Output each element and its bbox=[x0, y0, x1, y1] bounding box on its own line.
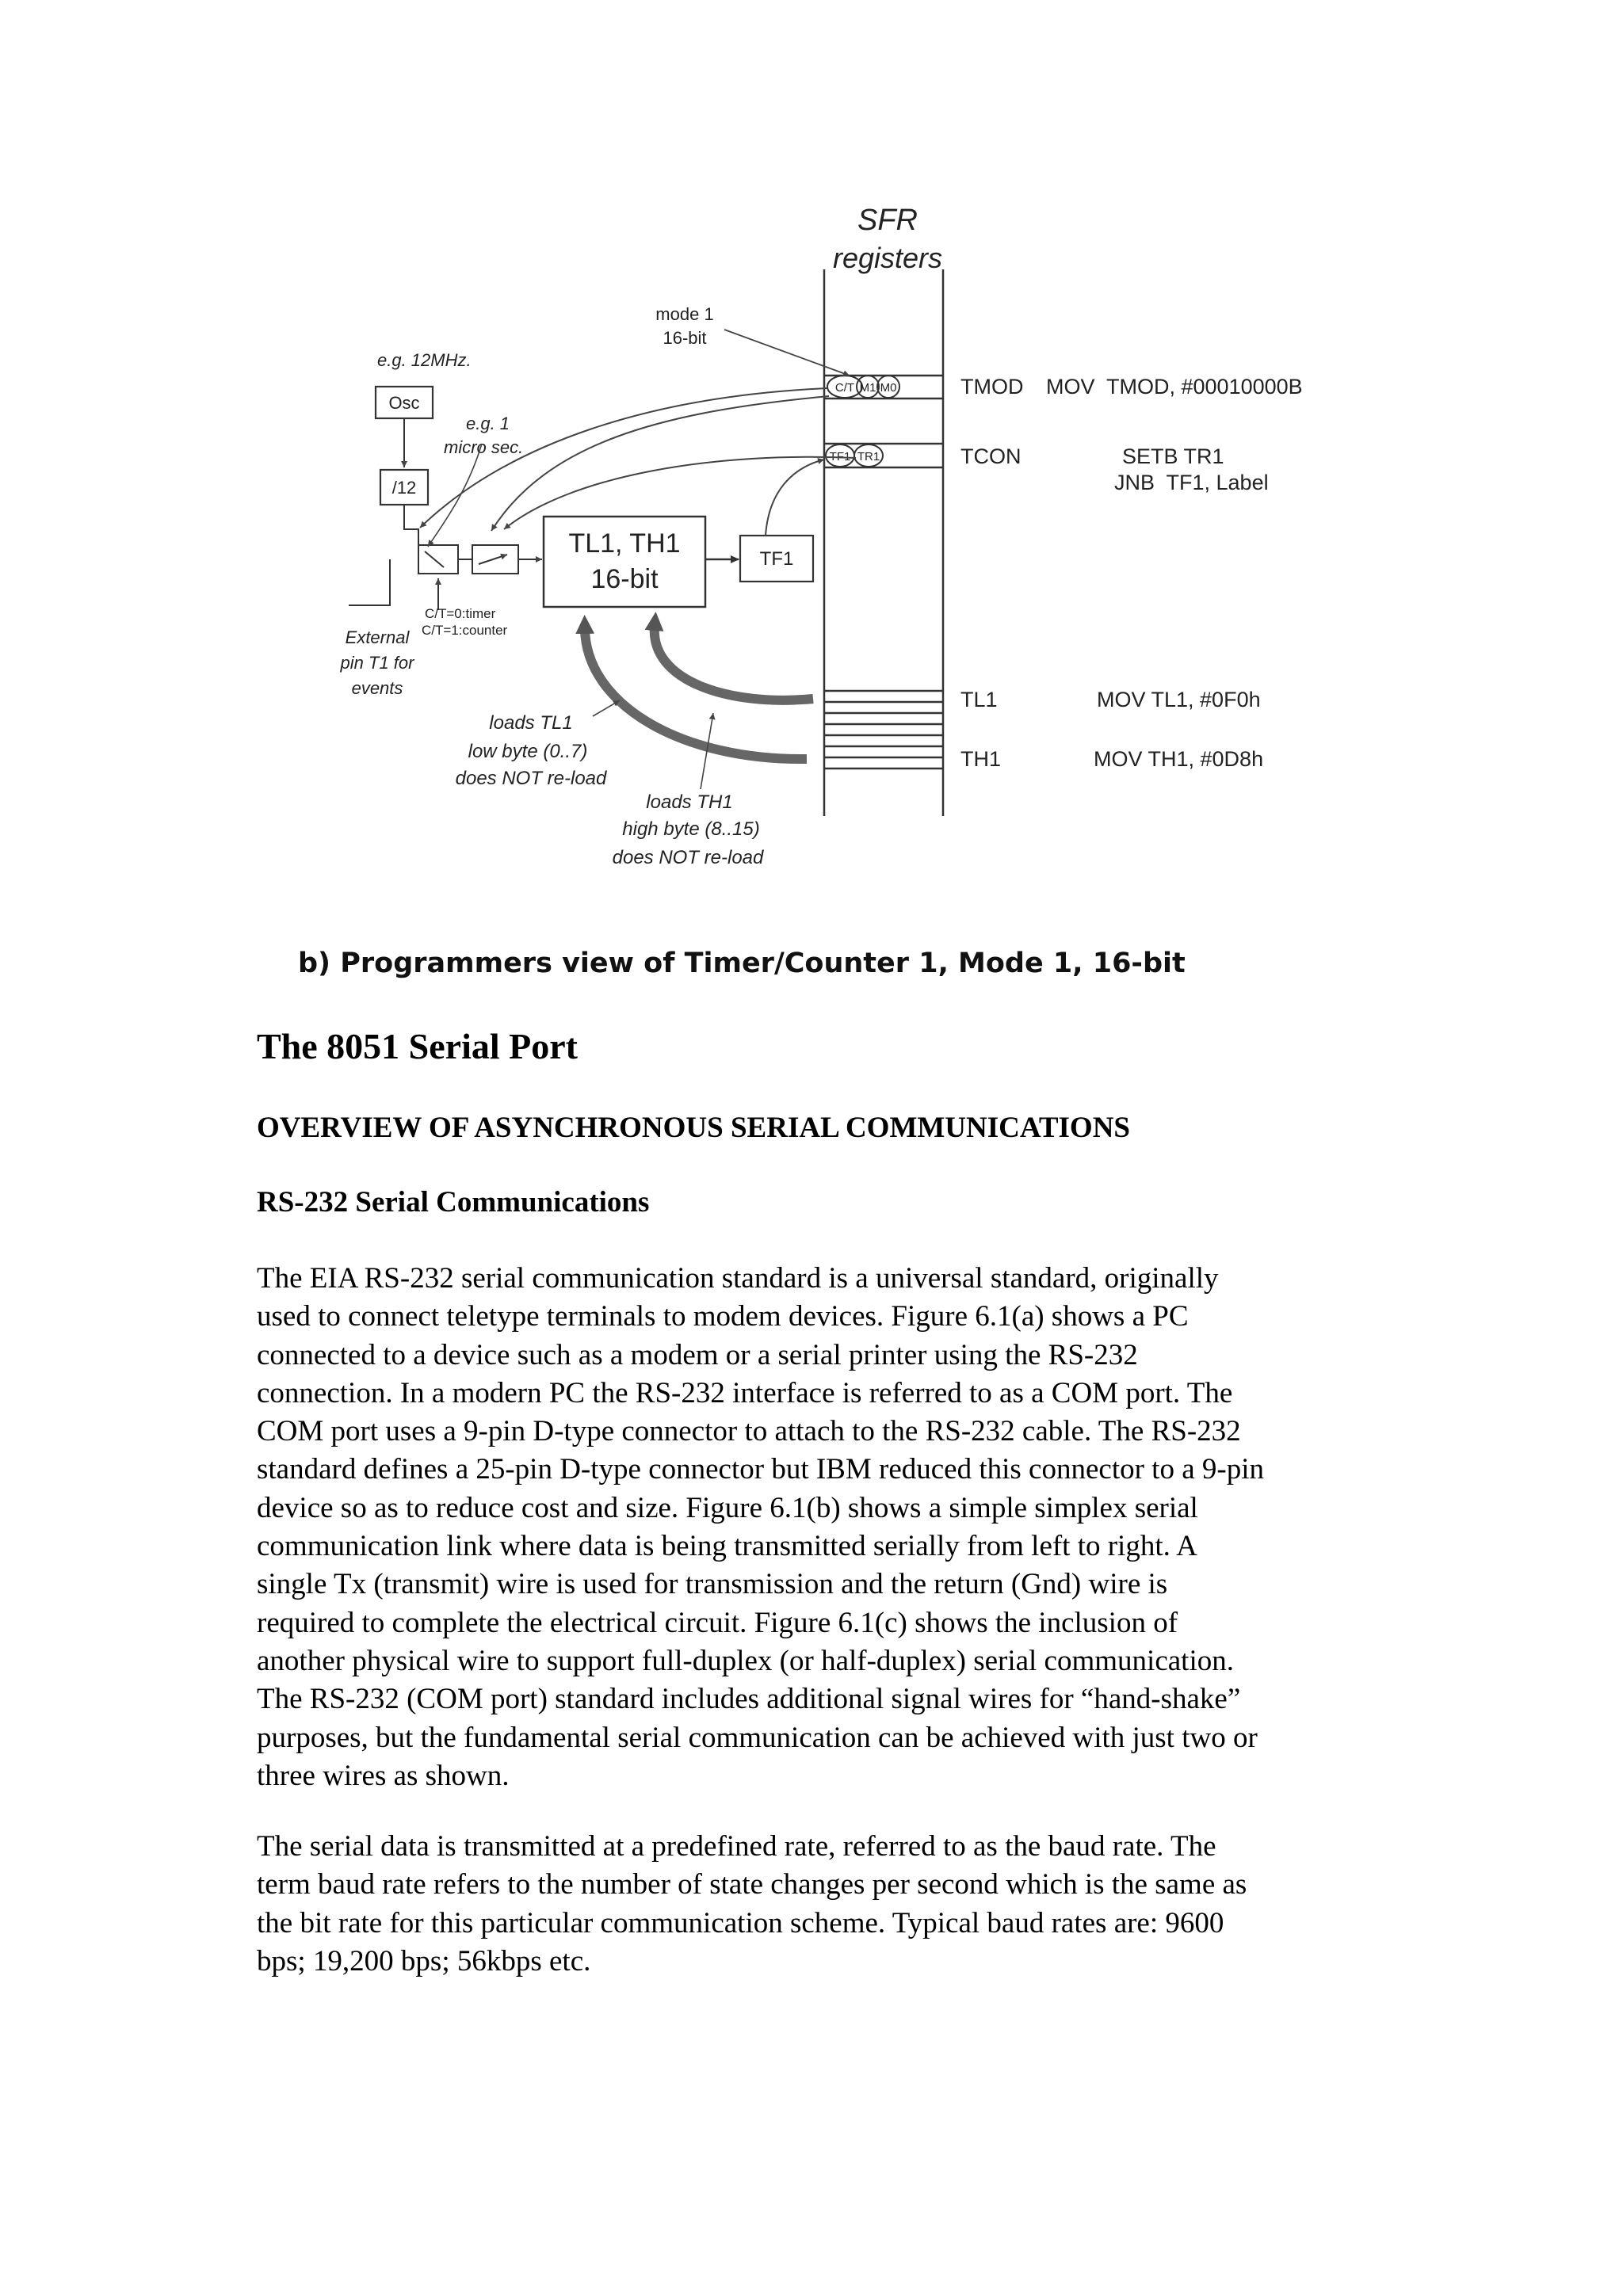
paragraph-line: The EIA RS-232 serial communication standard is a universal standard, originally bbox=[257, 1262, 1219, 1295]
paragraph-line: device so as to reduce cost and size. Figure 6.1(b) shows a simple simplex serial bbox=[257, 1491, 1198, 1524]
instr-tmod: MOV TMOD, #00010000B bbox=[1046, 375, 1303, 399]
paragraph-line: used to connect teletype terminals to modem devices. Figure 6.1(a) shows a PC bbox=[257, 1300, 1189, 1333]
tl1-note-line1: loads TL1 bbox=[489, 712, 573, 734]
tl1-load-arrow bbox=[655, 626, 813, 700]
paragraph-line: single Tx (transmit) wire is used for transmission and the return (Gnd) wire is bbox=[257, 1568, 1168, 1601]
paragraph-line: communication link where data is being transmitted serially from left to right. A bbox=[257, 1530, 1197, 1563]
paragraph-line: standard defines a 25-pin D-type connector but IBM reduced this connector to a 9-pin bbox=[257, 1453, 1264, 1486]
paragraph-line: three wires as shown. bbox=[257, 1759, 510, 1792]
sfr-title-line1: SFR bbox=[857, 204, 918, 237]
tr-switch-lever bbox=[479, 555, 507, 564]
counter-label-line2: 16-bit bbox=[590, 564, 659, 594]
ct-switch-box bbox=[418, 545, 458, 574]
tmod-bit-m0: M0 bbox=[880, 381, 897, 395]
external-line3: events bbox=[351, 678, 403, 698]
paragraph-line: required to complete the electrical circuit. Figure 6.1(c) shows the inclusion of bbox=[257, 1606, 1178, 1639]
paragraph-line: the bit rate for this particular communication scheme. Typical baud rates are: 9600 bbox=[257, 1906, 1224, 1939]
paragraph-rs232 bbox=[257, 1260, 1398, 1795]
tcon-bit-tf1: TF1 bbox=[829, 450, 851, 463]
tl1-note-line3: does NOT re-load bbox=[455, 768, 607, 789]
reg-tmod: TMOD bbox=[960, 375, 1024, 399]
page-heading: The 8051 Serial Port bbox=[257, 1026, 578, 1066]
section-heading: RS-232 Serial Communications bbox=[257, 1186, 650, 1219]
instr-tcon-2: JNB TF1, Label bbox=[1114, 471, 1269, 494]
ct-switch-lever bbox=[425, 551, 444, 567]
th1-note-line2: high byte (8..15) bbox=[622, 818, 760, 840]
tcon-to-tr-switch-curve bbox=[491, 396, 829, 531]
mode-note-arrow bbox=[724, 330, 850, 376]
paragraph-line: The RS-232 (COM port) standard includes additional signal wires for “hand-shake” bbox=[257, 1683, 1241, 1716]
reg-tcon: TCON bbox=[960, 444, 1022, 468]
paragraph-line: COM port uses a 9-pin D-type connector to attach to the RS-232 cable. The RS-232 bbox=[257, 1415, 1241, 1448]
paragraph-line: another physical wire to support full-duplex (or half-duplex) serial communication. bbox=[257, 1644, 1234, 1677]
micro-line2: micro sec. bbox=[444, 437, 524, 457]
th1-load-arrow bbox=[585, 629, 807, 759]
divider-label: /12 bbox=[391, 478, 417, 498]
instr-th1: MOV TH1, #0D8h bbox=[1094, 747, 1264, 771]
instr-tl1: MOV TL1, #0F0h bbox=[1097, 688, 1261, 711]
ct-counter-note: C/T=1:counter bbox=[422, 623, 508, 638]
sfr-title-line2: registers bbox=[832, 242, 943, 274]
external-line2: pin T1 for bbox=[340, 653, 414, 673]
micro-note-arrow bbox=[428, 444, 482, 547]
instr-tcon-1: SETB TR1 bbox=[1122, 444, 1224, 468]
paragraph-line: purposes, but the fundamental serial communication can be achieved with just two or bbox=[257, 1721, 1258, 1754]
mode-note-line1: mode 1 bbox=[655, 304, 714, 324]
timer-diagram bbox=[0, 0, 1623, 935]
mode-note-line2: 16-bit bbox=[663, 328, 707, 348]
paragraph-line: bps; 19,200 bps; 56kbps etc. bbox=[257, 1944, 591, 1978]
reg-tl1: TL1 bbox=[960, 688, 998, 711]
tf1-to-tcon-curve bbox=[766, 460, 824, 536]
tcon-bit-tr1: TR1 bbox=[857, 450, 880, 463]
ct-timer-note: C/T=0:timer bbox=[425, 606, 496, 621]
counter-label-line1: TL1, TH1 bbox=[568, 528, 681, 559]
sfr-register-column bbox=[824, 269, 943, 816]
external-pin-line bbox=[349, 559, 390, 605]
tl1-note-pointer bbox=[593, 700, 620, 716]
figure-caption: b) Programmers view of Timer/Counter 1, Mode 1, 16-bit bbox=[298, 948, 1186, 979]
tmod-bit-m1: M1 bbox=[859, 381, 876, 395]
overview-heading: OVERVIEW OF ASYNCHRONOUS SERIAL COMMUNICATIONS bbox=[257, 1112, 1130, 1144]
paragraph-line: term baud rate refers to the number of state changes per second which is the same as bbox=[257, 1868, 1247, 1901]
divider-output-line bbox=[404, 505, 418, 547]
th1-note-line3: does NOT re-load bbox=[612, 847, 764, 868]
micro-line1: e.g. 1 bbox=[466, 414, 510, 433]
osc-label: Osc bbox=[388, 393, 420, 413]
tl1-note-line2: low byte (0..7) bbox=[468, 741, 588, 762]
reg-th1: TH1 bbox=[960, 747, 1002, 771]
paragraph-line: The serial data is transmitted at a predefined rate, referred to as the baud rate. The bbox=[257, 1830, 1216, 1863]
osc-frequency: e.g. 12MHz. bbox=[377, 350, 472, 370]
paragraph-line: connected to a device such as a modem or a serial printer using the RS-232 bbox=[257, 1338, 1138, 1371]
tmod-bit-ct: C/T bbox=[834, 381, 855, 395]
paragraph-line: connection. In a modern PC the RS-232 interface is referred to as a COM port. The bbox=[257, 1376, 1233, 1409]
paragraph-baud-rate bbox=[257, 1828, 1398, 1981]
th1-note-line1: loads TH1 bbox=[646, 791, 733, 813]
external-line1: External bbox=[345, 627, 410, 647]
tf1-box-label: TF1 bbox=[759, 548, 794, 570]
